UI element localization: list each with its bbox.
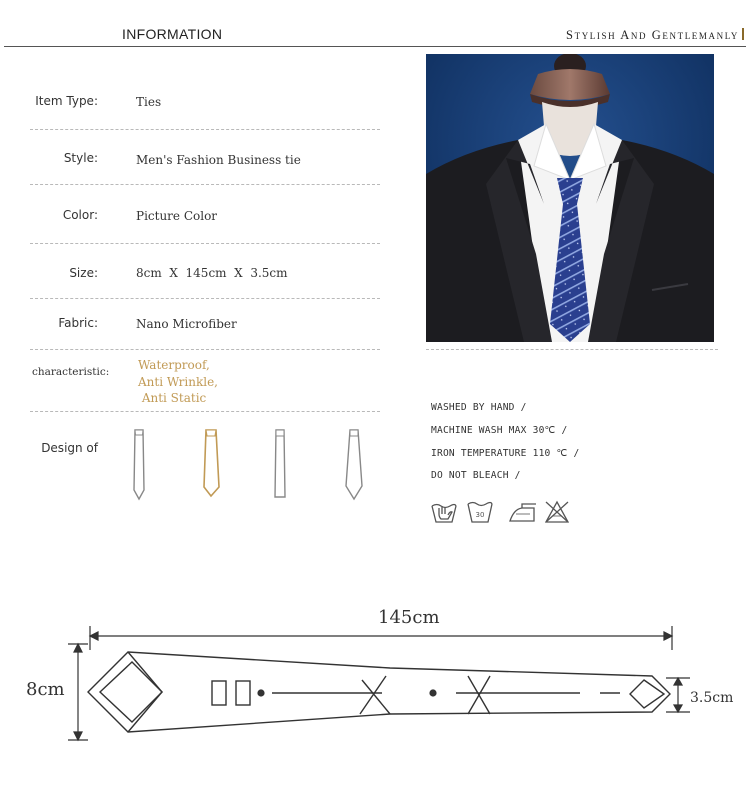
header-divider	[4, 46, 746, 47]
care-instruction: IRON TEMPERATURE 110 ℃ /	[431, 448, 580, 459]
width-wide-arrow	[68, 644, 88, 740]
photo-divider	[426, 349, 718, 350]
wash-temperature: 30	[475, 511, 485, 519]
spec-value-style: Men's Fashion Business tie	[136, 153, 301, 167]
section-title: INFORMATION	[122, 26, 223, 42]
length-label: 145cm	[378, 607, 440, 628]
tie-design-option-pointed[interactable]	[134, 430, 144, 499]
row-divider	[30, 411, 380, 412]
tie-keeper-dot	[258, 690, 264, 696]
characteristic-line: Waterproof,	[138, 358, 210, 372]
tie-dimension-diagram	[60, 620, 690, 750]
width-narrow-label: 3.5cm	[690, 690, 734, 706]
row-divider	[30, 243, 380, 244]
length-arrow	[90, 626, 672, 650]
care-instruction: WASHED BY HAND /	[431, 402, 527, 413]
spec-label-characteristic: characteristic:	[32, 366, 110, 378]
care-instruction: MACHINE WASH MAX 30℃ /	[431, 425, 568, 436]
hand-wash-icon	[432, 505, 456, 523]
row-divider	[30, 349, 380, 350]
do-not-bleach-icon	[546, 502, 568, 522]
brand-tagline-text: Stylish And Gentlemanly	[566, 28, 739, 42]
spec-value-color: Picture Color	[136, 209, 218, 223]
tie-design-option-selected[interactable]	[204, 430, 219, 496]
width-wide-label: 8cm	[26, 679, 65, 700]
product-photo	[426, 54, 714, 342]
spec-label-color: Color:	[62, 208, 98, 222]
row-divider	[30, 129, 380, 130]
design-options	[110, 426, 390, 502]
spec-value-item-type: Ties	[136, 95, 162, 109]
characteristic-line: Anti Static	[138, 391, 207, 405]
tie-design-option-wide[interactable]	[346, 430, 362, 499]
spec-value-size: 8cm X 145cm X 3.5cm	[136, 266, 288, 280]
tagline-divider	[742, 28, 744, 40]
tie-outline	[88, 652, 670, 732]
machine-wash-30-icon	[468, 503, 492, 523]
care-instruction: DO NOT BLEACH /	[431, 470, 521, 481]
spec-value-fabric: Nano Microfiber	[136, 317, 237, 331]
spec-value-characteristic	[138, 357, 218, 407]
design-label: Design of	[41, 441, 98, 455]
iron-icon	[510, 504, 536, 521]
care-icons	[430, 496, 580, 528]
brand-tagline	[566, 28, 744, 43]
spec-label-item-type: Item Type:	[35, 94, 98, 108]
spec-label-style: Style:	[63, 151, 98, 165]
row-divider	[30, 298, 380, 299]
spec-label-fabric: Fabric:	[58, 316, 98, 330]
spec-label-size: Size:	[69, 266, 98, 280]
characteristic-line: Anti Wrinkle,	[138, 374, 218, 389]
tie-keeper-dot	[430, 690, 436, 696]
row-divider	[30, 184, 380, 185]
tie-design-option-flat[interactable]	[275, 430, 285, 497]
